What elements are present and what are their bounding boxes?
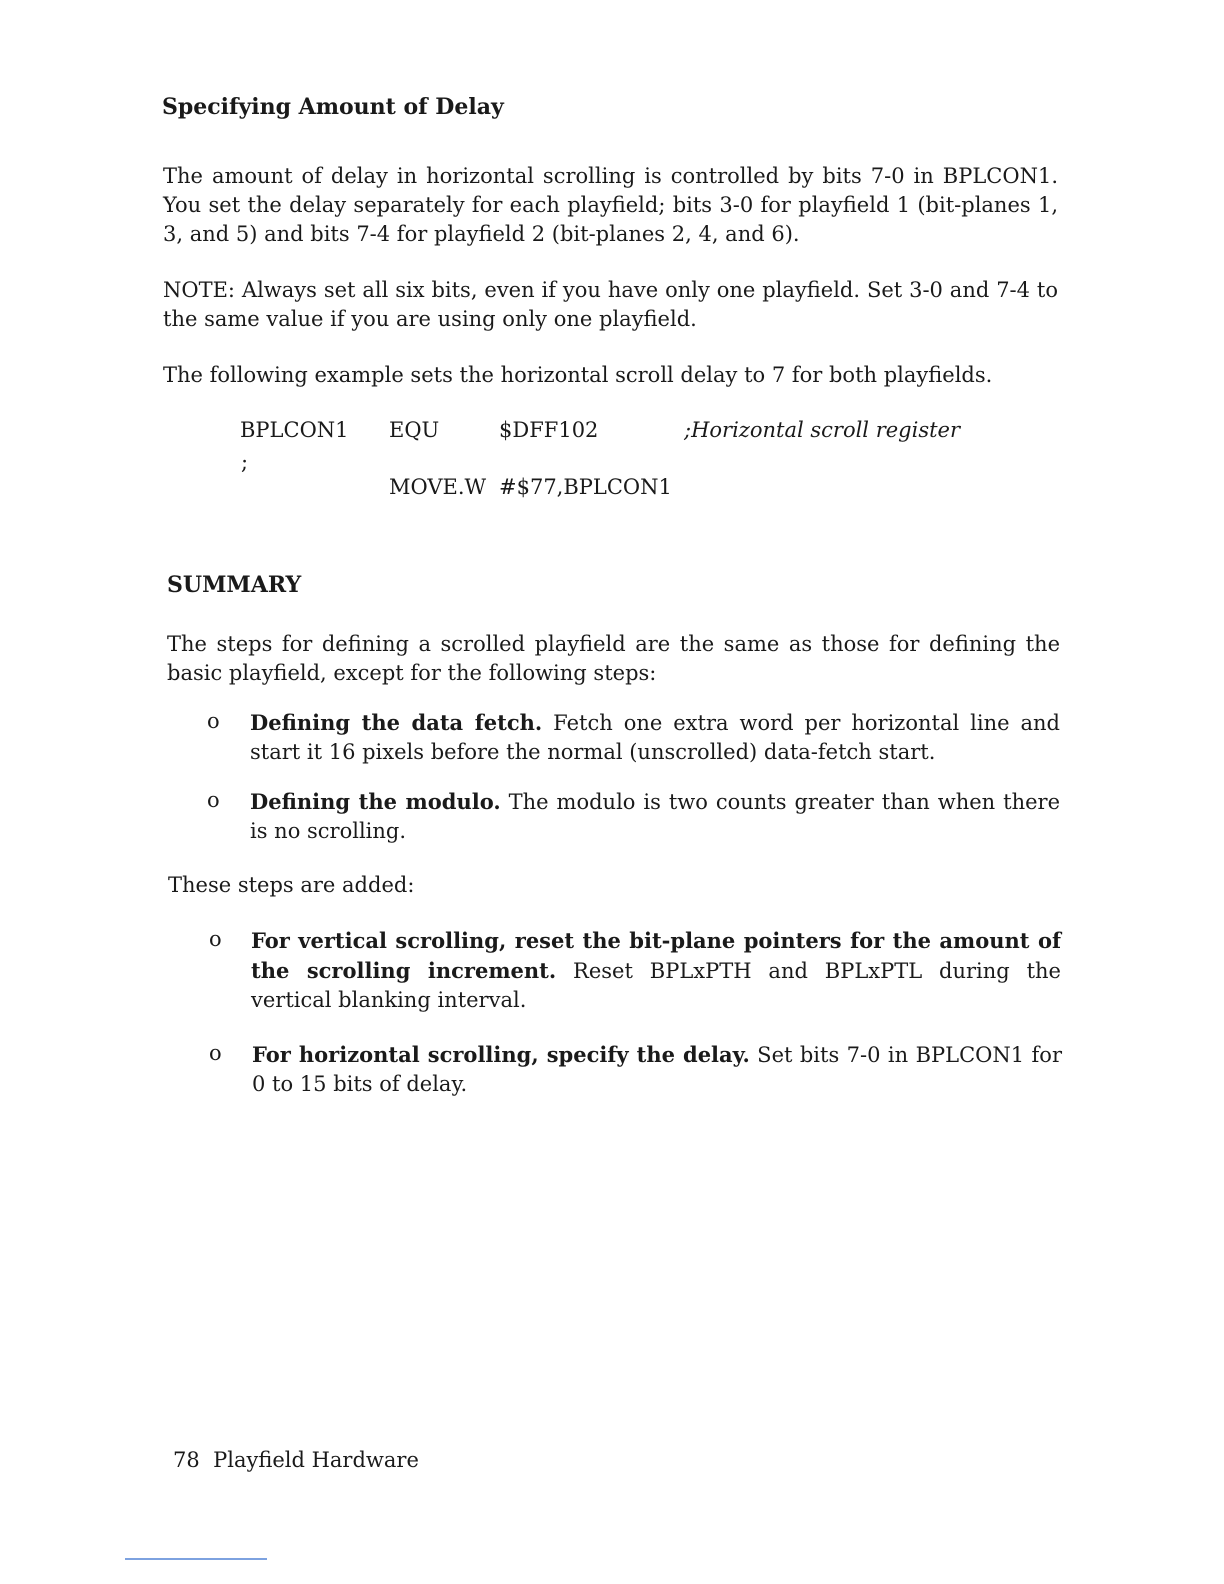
step-title: Defining the modulo. (250, 789, 501, 814)
list-item (252, 1040, 1062, 1099)
step-title: For horizontal scrolling, specify the delay. (252, 1042, 750, 1067)
step-text: Reset BPLxPTH and BPLxPTL during the vertical blanking interval. (251, 959, 1061, 1012)
paragraph-delay-bits: The amount of delay in horizontal scrolling is controlled by bits 7-0 in BPLCON1. You set the delay separately for each playfield; bits 3-0 for playfield 1 (bit-planes 1, 3, and 5) and bits 7-4 for playfield 2 (bit-planes 2, 4, and 6). (163, 164, 1058, 246)
page-number: 78 (173, 1448, 200, 1472)
summary-intro: The steps for defining a scrolled playfield are the same as those for defining the basic playfield, except for the following steps: (167, 632, 1060, 685)
footer-rule (125, 1558, 267, 1560)
step-text: The modulo is two counts greater than when there is no scrolling. (250, 790, 1061, 843)
list-item (250, 787, 1060, 846)
code-op: EQU (389, 418, 440, 442)
bullet-marker: o (209, 1041, 222, 1065)
code-label: BPLCON1 (240, 418, 349, 442)
chapter-title: Playfield Hardware (213, 1448, 419, 1472)
paragraph-note: NOTE: Always set all six bits, even if you have only one playfield. Set 3-0 and 7-4 to the same value if you are using only one playfield. (163, 278, 1058, 331)
step-text: Fetch one extra word per horizontal line and start it 16 pixels before the normal (unscrolled) data-fetch start. (250, 711, 1060, 764)
bullet-marker: o (207, 788, 220, 812)
code-operand: $DFF102 (499, 418, 599, 442)
list-item (250, 708, 1060, 767)
code-move-op: MOVE.W (389, 475, 487, 499)
bullet-marker: o (207, 709, 220, 733)
summary-heading: SUMMARY (167, 572, 302, 598)
code-semicolon: ; (241, 450, 249, 474)
step-text: Set bits 7-0 in BPLCON1 for 0 to 15 bits of delay. (252, 1043, 1062, 1096)
list-item (251, 926, 1061, 1015)
added-steps-intro: These steps are added: (168, 873, 415, 897)
page-footer (173, 1448, 419, 1472)
code-comment: ;Horizontal scroll register (684, 418, 961, 442)
paragraph-example-intro: The following example sets the horizontal scroll delay to 7 for both playfields. (163, 363, 993, 387)
section-heading: Specifying Amount of Delay (162, 94, 504, 120)
step-title: For vertical scrolling, reset the bit-plane pointers for the amount of the scrolling increment. (251, 928, 1061, 983)
step-title: Defining the data fetch. (250, 710, 543, 735)
code-move-operand: #$77,BPLCON1 (499, 475, 672, 499)
bullet-marker: o (209, 927, 222, 951)
